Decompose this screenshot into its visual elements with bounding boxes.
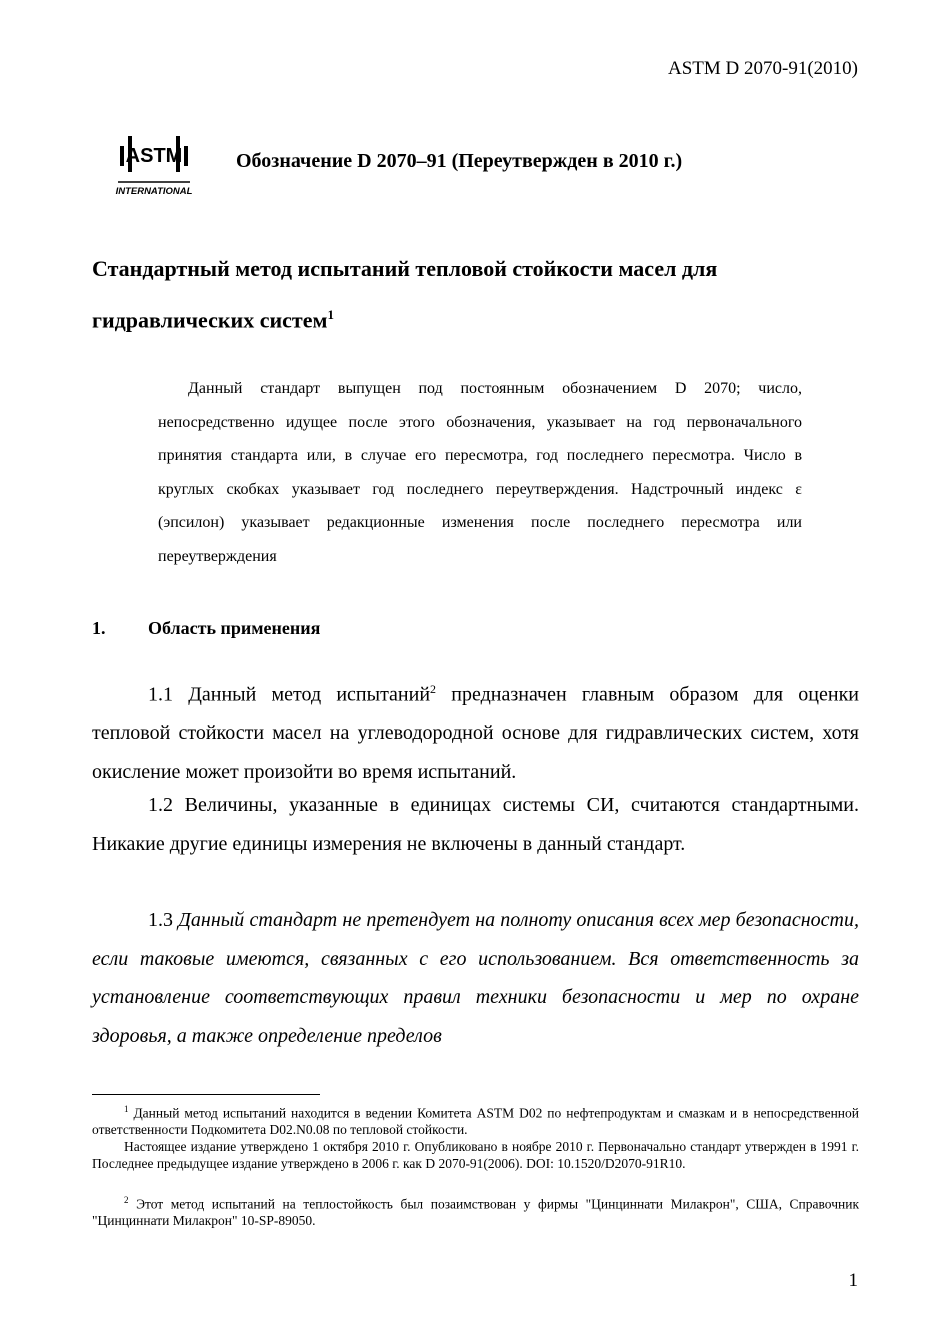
paragraph-text: Величины, указанные в единицах системы СИ, считаются стандартными. Никакие другие единицы измерения не включены в данный стандарт. [92, 794, 859, 855]
document-title [92, 246, 872, 343]
title-text: Стандартный метод испытаний тепловой стойкости масел для гидравлических систем [92, 256, 718, 333]
logo-text-bottom: INTERNATIONAL [115, 186, 193, 197]
title-footnote-ref: 1 [327, 307, 334, 322]
footnote-separator [92, 1094, 320, 1095]
footnote-marker: 2 [124, 1195, 129, 1205]
paragraph-number: 1.2 [148, 794, 173, 816]
paragraph-1-2 [92, 786, 859, 863]
page-number: 1 [848, 1270, 858, 1291]
paragraph-1-3 [92, 901, 859, 1055]
paragraph-number: 1.3 [148, 909, 173, 931]
logo-text-top: ASTM [125, 145, 183, 167]
paragraph-number: 1.1 [148, 683, 173, 706]
document-code: ASTM D 2070-91(2010) [668, 58, 858, 79]
designation-heading: Обозначение D 2070–91 (Переутвержден в 2010 г.) [236, 150, 683, 172]
footnote-1 [92, 1101, 859, 1139]
footnote-marker: 1 [124, 1104, 129, 1114]
logo-bar [120, 146, 124, 166]
footnote-text: Этот метод испытаний на теплостойкость был позаимствован у фирмы "Цинциннати Милакрон", США, Справочник "Цинциннати Милакрон" 10-SP-89050. [92, 1196, 859, 1229]
standard-notice: Данный стандарт выпущен под постоянным обозначением D 2070; число, непосредственно идущее после этого обозначения, указывает на год первоначального принятия стандарта или, в случае его пересмотра, год последнего пересмотра. Число в круглых скобках указывает год последнего переутверждения. Надстрочный индекс ε (эпсилон) указывает редакционные изменения после последнего пересмотра или переутверждения [158, 380, 802, 565]
section-title: Область применения [148, 618, 321, 638]
astm-logo [112, 126, 196, 198]
paragraph-text: предназначен главным образом для оценки тепловой стойкости масел на углеводородной основе для гидравлических систем, хотя окисление может произойти во время испытаний. [92, 683, 860, 783]
footnote-text: Данный метод испытаний находится в ведении Комитета ASTM D02 по нефтепродуктам и смазкам и в непосредственной ответственности Подкомитета D02.N0.08 по тепловой стойкости. [92, 1105, 860, 1138]
paragraph-text: Данный метод испытаний [188, 683, 431, 706]
footnote-2 [92, 1192, 859, 1230]
section-number: 1. [92, 618, 106, 638]
footnote-1-continued: Настоящее издание утверждено 1 октября 2010 г. Опубликовано в ноябре 2010 г. Первоначально стандарт утвержден в 1991 г. Последнее предыдущее издание утверждено в 2006 г. как D 2070-91(2006). DOI: 10.1520/D2070-91R10. [92, 1139, 859, 1171]
paragraph-text: Данный стандарт не претендует на полноту описания всех мер безопасности, если таковые имеются, связанных с его использованием. Вся ответственность за установление соответствующих правил техники безопасности и мер по охране здоровья, а также определение пределов [92, 909, 860, 1047]
footnote-ref: 2 [430, 682, 437, 696]
logo-bar [184, 146, 188, 166]
paragraph-1-1 [92, 670, 859, 791]
